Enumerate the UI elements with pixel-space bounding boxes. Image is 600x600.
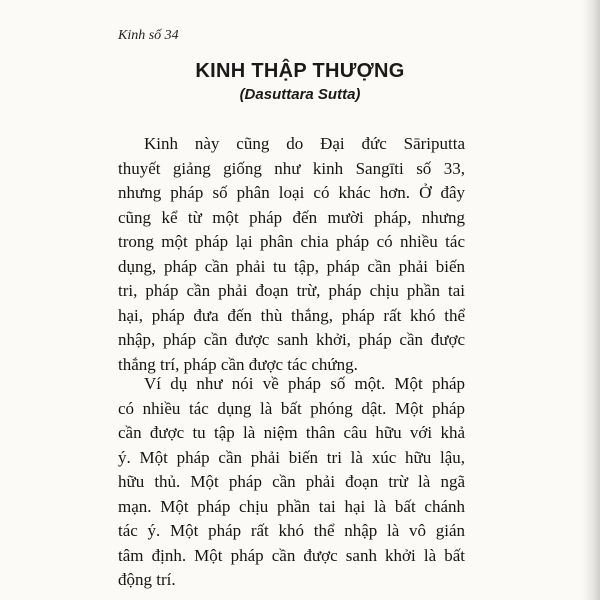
- text-line: tâm định. Một pháp cần được sanh khởi là bất: [118, 545, 465, 565]
- text-line: hữu thủ. Một pháp cần phải đoạn trừ là ngã: [118, 472, 465, 491]
- text-line: thắng trí, pháp cần được tác chứng.: [118, 354, 358, 374]
- text-line: thuyết giảng giống như kinh Sangīti số 33,: [118, 158, 465, 178]
- text-line: Ví dụ như nói về pháp số một. Một pháp: [144, 374, 465, 393]
- text-line: có nhiều tác dụng là bất phóng dật. Một pháp: [118, 398, 465, 418]
- paragraph-2: [118, 372, 465, 593]
- text-line: mạn. Một pháp chịu phần tai hại là bất chánh: [118, 496, 465, 516]
- text-line: tri, pháp cần phải đoạn trừ, pháp chịu phần tai: [118, 281, 465, 300]
- text-line: cũng kể từ một pháp đến mười pháp, nhưng: [118, 207, 465, 227]
- text-line: ý. Một pháp cần phải biến tri là xúc hữu lậu,: [118, 447, 465, 467]
- text-line: Kinh này cũng do Đại đức Sāriputta: [144, 134, 465, 153]
- paragraph-1: [118, 132, 465, 377]
- text-line: nhưng pháp số phân loại có khác hơn. Ở đây: [118, 183, 465, 202]
- text-line: động trí.: [118, 570, 176, 589]
- text-line: tác ý. Một pháp rất khó thể nhập là vô gián: [118, 521, 465, 540]
- text-line: cần được tu tập là niệm thân câu hữu với khả: [118, 423, 465, 442]
- chapter-title: KINH THẬP THƯỢNG: [195, 60, 405, 82]
- text-line: trong một pháp lại phân chia pháp có nhiều tác: [118, 232, 465, 251]
- text-line: nhập, pháp cần được sanh khởi, pháp cần được: [118, 330, 465, 349]
- running-head: Kinh số 34: [118, 28, 179, 43]
- text-line: dụng, pháp cần phải tu tập, pháp cần phải biến: [118, 256, 465, 276]
- chapter-subtitle: (Dasuttara Sutta): [239, 86, 361, 103]
- text-line: hại, pháp đưa đến thù thắng, pháp rất khó thể: [118, 305, 465, 325]
